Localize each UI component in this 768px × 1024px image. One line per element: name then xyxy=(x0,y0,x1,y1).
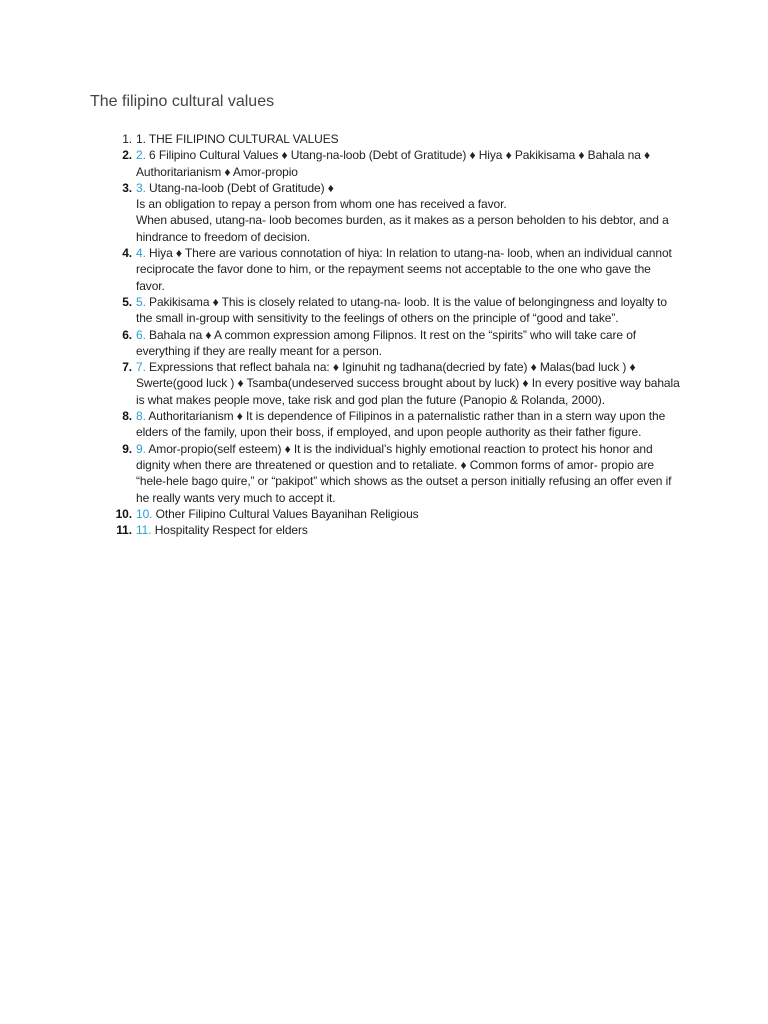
item-text: Other Filipino Cultural Values Bayanihan Religious xyxy=(155,506,419,521)
item-index-link[interactable]: 4. xyxy=(136,246,146,261)
item-text: THE FILIPINO CULTURAL VALUES xyxy=(148,132,339,146)
item-index-link[interactable]: 7. xyxy=(136,360,146,375)
list-item xyxy=(110,327,682,360)
item-text: Amor-propio(self esteem) ♦ It is the individual’s highly emotional reaction to protect his honor and dignity when there are threatened or question and to retaliate. ♦ Common forms of amor- propio are “hele-hele bago quire,” or “pakipot” which shows as the outset a person initially refusing an offer even if he really wants very much to accept it. xyxy=(136,441,672,505)
item-marker: 3. xyxy=(122,180,132,195)
item-marker: 11. xyxy=(116,523,132,538)
document-title: The filipino cultural values xyxy=(90,93,275,110)
item-text: Utang-na-loob (Debt of Gratitude) ♦ xyxy=(149,180,334,195)
item-index-link[interactable]: 8. xyxy=(136,409,146,424)
item-text: Pakikisama ♦ This is closely related to utang-na- loob. It is the value of belongingness and loyalty to the small in-group with sensitivity to the feelings of others on the principle of “good and take”. xyxy=(136,294,667,326)
list-item xyxy=(110,441,682,506)
item-index-link[interactable]: 11. xyxy=(136,523,152,538)
item-index-link[interactable]: 6. xyxy=(136,327,146,342)
list-item xyxy=(110,180,682,245)
item-marker: 2. xyxy=(122,148,132,163)
item-text: 6 Filipino Cultural Values ♦ Utang-na-loob (Debt of Gratitude) ♦ Hiya ♦ Pakikisama ♦ Bahala na ♦ Authoritarianism ♦ Amor-propio xyxy=(136,148,651,179)
item-marker: 6. xyxy=(122,327,132,342)
list-item xyxy=(110,408,682,441)
item-index: 1. xyxy=(136,132,146,146)
item-marker: 9. xyxy=(122,441,132,456)
item-text: Expressions that reflect bahala na: ♦ Iginuhit ng tadhana(decried by fate) ♦ Malas(bad luck ) ♦ Swerte(good luck ) ♦ Tsamba(undeserved success brought about by luck) ♦ In every positive way bahala is what makes people move, take risk and god plan the future (Panopio & Rolanda, 2000). xyxy=(136,360,680,407)
list-item xyxy=(110,147,682,180)
item-marker: 10. xyxy=(115,506,132,521)
item-text: Hospitality Respect for elders xyxy=(154,523,308,538)
item-index-link[interactable]: 3. xyxy=(136,180,146,195)
list-item xyxy=(110,522,682,538)
values-list xyxy=(110,131,682,538)
item-marker: 1. xyxy=(122,132,132,146)
item-marker: 8. xyxy=(122,409,132,424)
item-text: Bahala na ♦ A common expression among Filipnos. It rest on the “spirits” who will take care of everything if they are really meant for a person. xyxy=(136,327,637,358)
item-index-link[interactable]: 10. xyxy=(136,506,153,521)
item-index-link[interactable]: 5. xyxy=(136,294,146,309)
list-item xyxy=(110,245,682,294)
item-text-line: When abused, utang-na- loob becomes burden, as it makes as a person beholden to his debtor, and a hindrance to freedom of decision. xyxy=(136,213,669,244)
item-text: Hiya ♦ There are various connotation of hiya: In relation to utang-na- loob, when an individual cannot reciprocate the favor done to him, or the repayment seems not acceptable to the one who gave the favor. xyxy=(136,246,672,293)
item-marker: 4. xyxy=(122,246,132,261)
item-index-link[interactable]: 9. xyxy=(136,441,146,456)
item-index-link[interactable]: 2. xyxy=(136,148,146,163)
item-text: Authoritarianism ♦ It is dependence of Filipinos in a paternalistic rather than in a stern way upon the elders of the family, upon their boss, if employed, and upon people authority as their father figure. xyxy=(136,409,666,440)
list-item xyxy=(110,506,682,522)
list-item xyxy=(110,131,682,147)
item-marker: 7. xyxy=(122,360,132,375)
list-item xyxy=(110,359,682,408)
list-item xyxy=(110,294,682,327)
item-text-line: Is an obligation to repay a person from whom one has received a favor. xyxy=(136,197,507,212)
item-marker: 5. xyxy=(122,294,132,309)
